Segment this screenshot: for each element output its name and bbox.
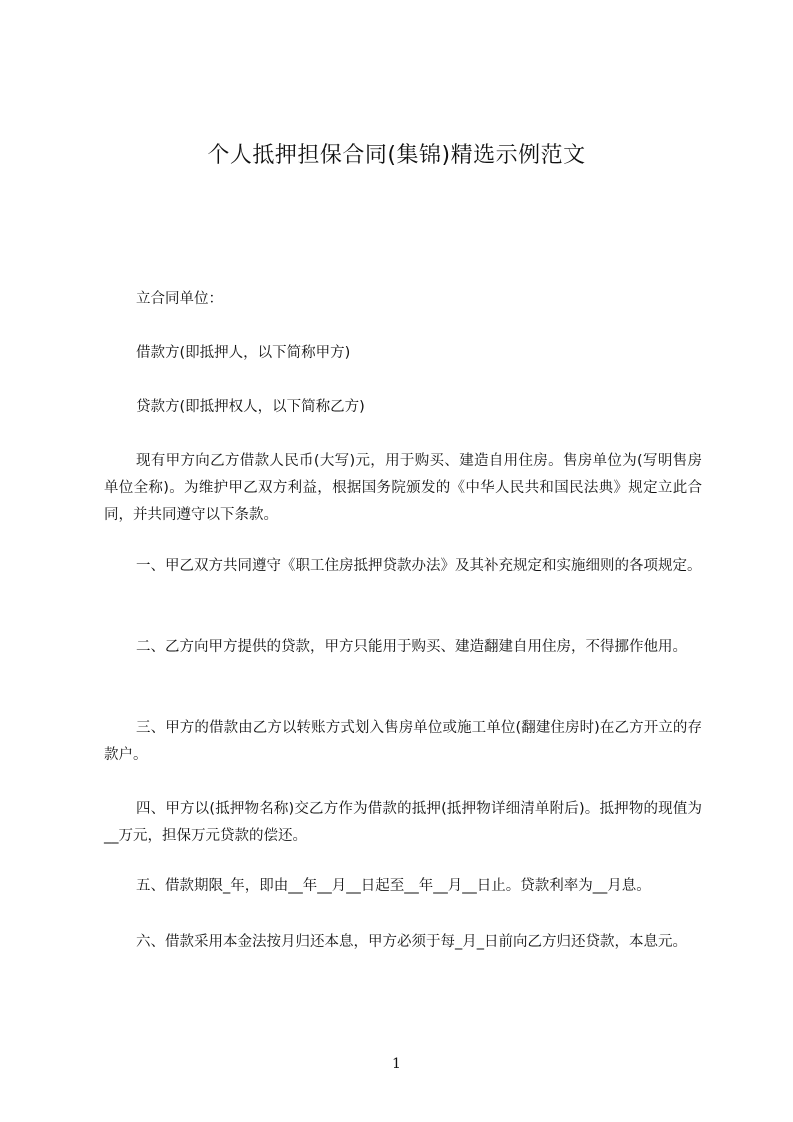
paragraph-lender: 贷款方(即抵押权人，以下简称乙方): [136, 399, 365, 415]
page-number: 1: [392, 1056, 401, 1072]
paragraph-clause-4: 四、甲方以(抵押物名称)交乙方作为借款的抵押(抵押物详细清单附后)。抵押物的现值为__万元，担保万元贷款的偿还。: [104, 801, 702, 844]
paragraph-clause-1: 一、甲乙双方共同遵守《职工住房抵押贷款办法》及其补充规定和实施细则的各项规定。: [136, 558, 702, 574]
paragraph-borrower: 借款方(即抵押人，以下简称甲方): [136, 345, 351, 361]
paragraph-preamble: 现有甲方向乙方借款人民币(大写)元，用于购买、建造自用住房。售房单位为(写明售房单位全称)。为维护甲乙双方利益，根据国务院颁发的《中华人民共和国民法典》规定立此合同，并共同遵守以下条款。: [104, 453, 702, 523]
document-title: 个人抵押担保合同(集锦)精选示例范文: [207, 143, 586, 168]
paragraph-clause-6: 六、借款采用本金法按月归还本息，甲方必须于每_月_日前向乙方归还贷款，本息元。: [136, 934, 687, 950]
paragraph-clause-3: 三、甲方的借款由乙方以转账方式划入售房单位或施工单位(翻建住房时)在乙方开立的存款户。: [104, 720, 702, 763]
paragraph-clause-2: 二、乙方向甲方提供的贷款，甲方只能用于购买、建造翻建自用住房，不得挪作他用。: [136, 639, 687, 655]
paragraph-contract-parties: 立合同单位：: [136, 291, 223, 307]
paragraph-clause-5: 五、借款期限_年，即由__年__月__日起至__年__月__日止。贷款利率为__月息。: [136, 878, 651, 894]
